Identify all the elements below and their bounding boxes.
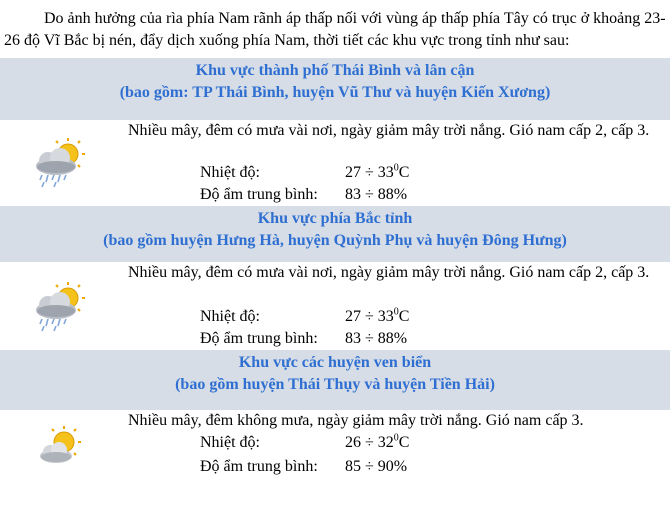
temperature-row xyxy=(200,432,409,454)
humidity-row xyxy=(200,328,407,350)
humidity-value: 83 ÷ 88% xyxy=(345,330,408,347)
rain-cloud-sun-icon xyxy=(32,136,88,188)
humidity-label: Độ ẩm trung bình: xyxy=(200,330,318,347)
humidity-label: Độ ẩm trung bình: xyxy=(200,186,318,203)
cloud-sun-icon xyxy=(32,424,88,476)
humidity-value: 85 ÷ 90% xyxy=(345,458,408,475)
temperature-value: 27 ÷ 33 xyxy=(345,164,394,181)
region-forecast-thai-binh xyxy=(0,118,670,206)
temperature-label: Nhiệt độ: xyxy=(200,308,260,325)
temperature-value: 27 ÷ 33 xyxy=(345,308,394,325)
temperature-unit: C xyxy=(398,164,410,181)
temperature-row xyxy=(200,162,409,184)
forecast-description: Nhiều mây, đêm không mưa, ngày giảm mây trời nắng. Gió nam cấp 3. xyxy=(128,412,584,429)
region-subtitle: (bao gồm huyện Thái Thụy và huyện Tiền Hải) xyxy=(175,376,495,393)
rain-cloud-sun-icon xyxy=(32,280,88,332)
humidity-label: Độ ẩm trung bình: xyxy=(200,458,318,475)
region-title: Khu vực thành phố Thái Bình và lân cận xyxy=(195,62,475,79)
humidity-row xyxy=(200,184,407,206)
region-title: Khu vực phía Bắc tỉnh xyxy=(257,210,413,227)
forecast-description: Nhiều mây, đêm có mưa vài nơi, ngày giảm mây trời nắng. Gió nam cấp 2, cấp 3. xyxy=(128,122,650,139)
temperature-label: Nhiệt độ: xyxy=(200,434,260,451)
temperature-label: Nhiệt độ: xyxy=(200,164,260,181)
region-header-thai-binh xyxy=(0,58,670,120)
degree-sup: 0 xyxy=(393,306,399,318)
region-header-coastal xyxy=(0,350,670,410)
degree-sup: 0 xyxy=(393,432,399,444)
humidity-value: 83 ÷ 88% xyxy=(345,186,408,203)
intro-paragraph: Do ảnh hưởng của rìa phía Nam rãnh áp thấp nối với vùng áp thấp phía Tây có trục ở khoảng 23-26 độ Vĩ Bắc bị nén, đẩy dịch xuống phía Nam, thời tiết các khu vực trong tỉnh như sau: xyxy=(4,10,666,49)
forecast-description: Nhiều mây, đêm có mưa vài nơi, ngày giảm mây trời nắng. Gió nam cấp 2, cấp 3. xyxy=(128,264,650,281)
region-forecast-coastal xyxy=(0,410,670,500)
degree-sup: 0 xyxy=(393,162,399,174)
region-subtitle: (bao gồm: TP Thái Bình, huyện Vũ Thư và huyện Kiến Xương) xyxy=(119,84,551,101)
region-header-north xyxy=(0,206,670,262)
humidity-row xyxy=(200,456,407,478)
temperature-unit: C xyxy=(398,308,410,325)
region-title: Khu vực các huyện ven biển xyxy=(238,354,432,371)
region-subtitle: (bao gồm huyện Hưng Hà, huyện Quỳnh Phụ và huyện Đông Hưng) xyxy=(103,232,567,249)
region-forecast-north xyxy=(0,262,670,348)
temperature-row xyxy=(200,306,409,328)
temperature-value: 26 ÷ 32 xyxy=(345,434,394,451)
temperature-unit: C xyxy=(398,434,410,451)
